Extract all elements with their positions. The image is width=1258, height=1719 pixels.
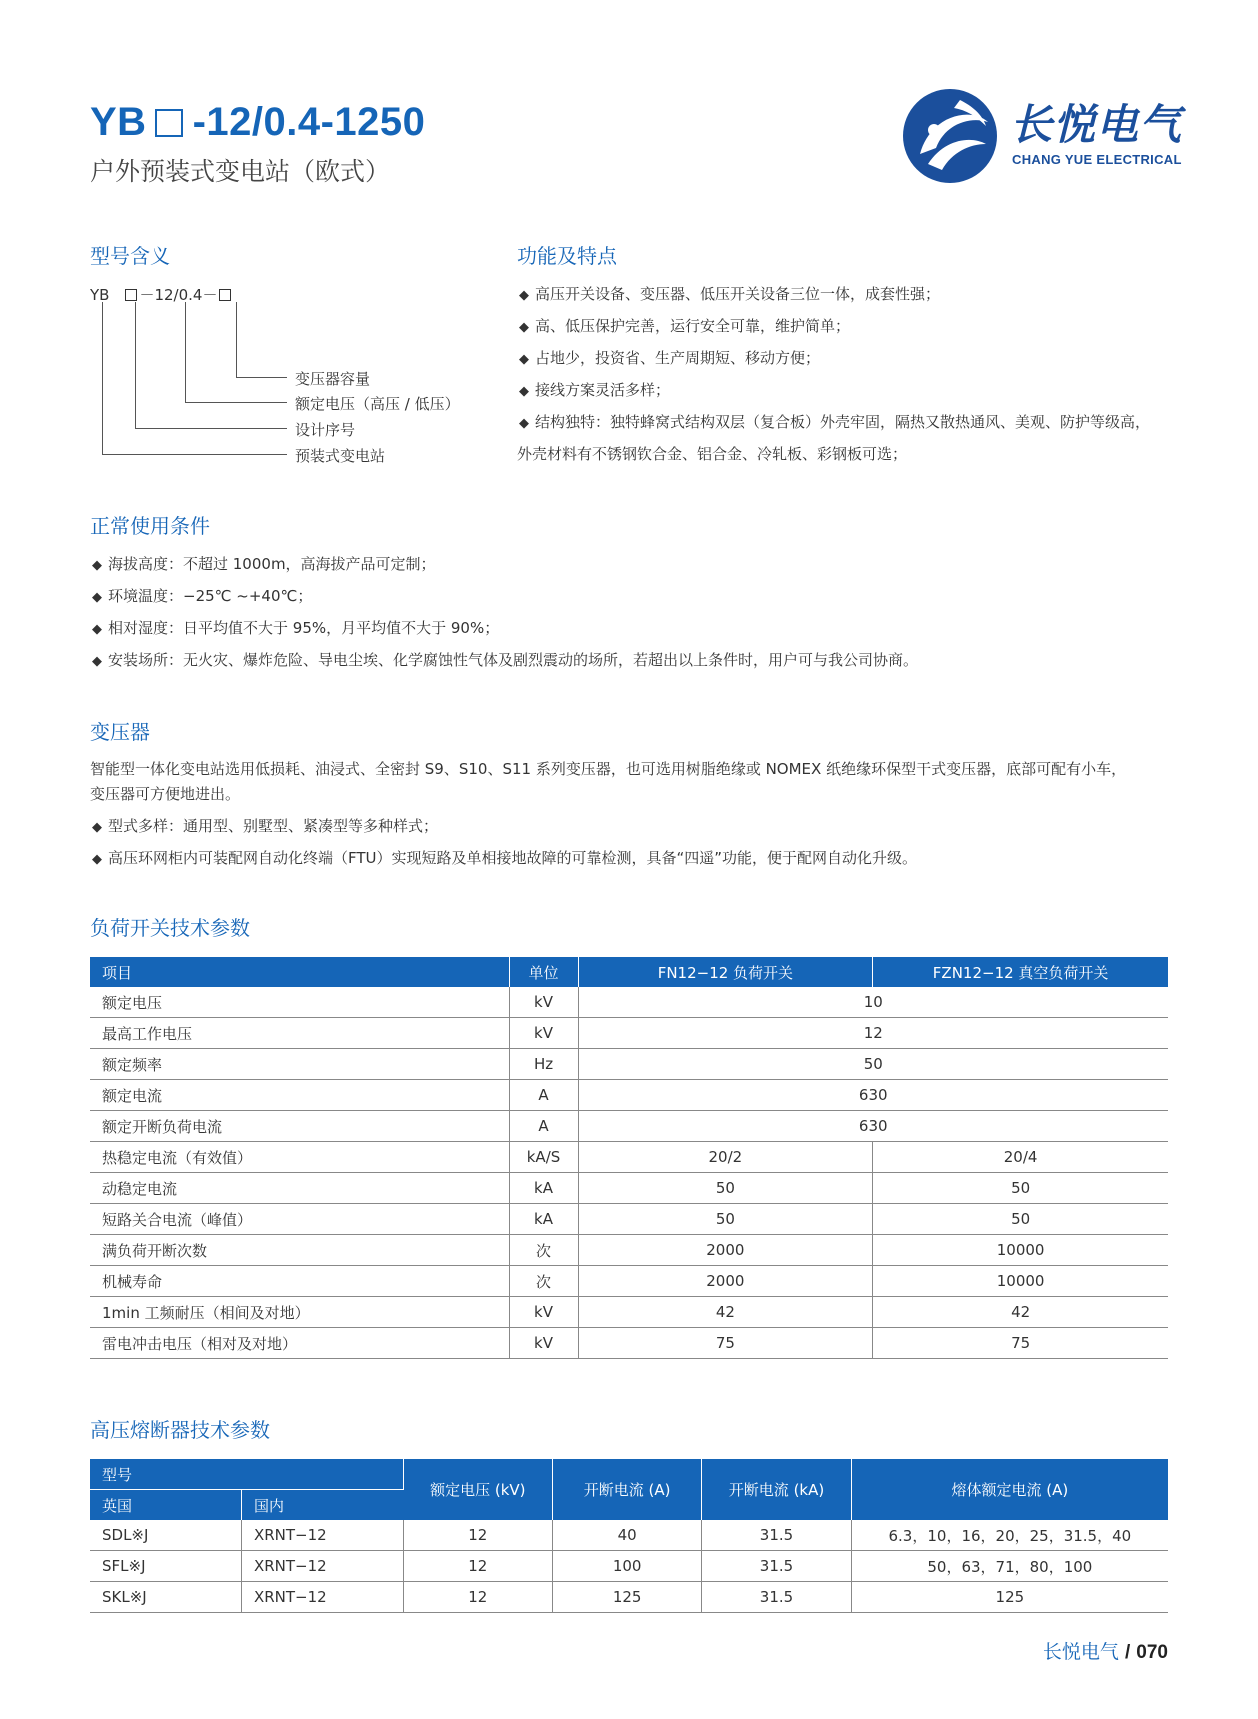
param-value: 630	[578, 1080, 1168, 1111]
eagle-swirl-logo-icon	[900, 86, 1000, 186]
uk-model: SDL※J	[90, 1520, 241, 1551]
table-row	[90, 1551, 1168, 1582]
label-capacity: 变压器容量	[295, 370, 371, 388]
label-voltage: 额定电压（高压 / 低压）	[295, 395, 460, 413]
conditions-heading: 正常使用条件	[90, 514, 210, 538]
breaking-current-a: 40	[552, 1520, 701, 1551]
feature-continuation: 外壳材料有不锈钢钦合金、铝合金、冷轧板、彩钢板可选；	[517, 445, 908, 463]
param-unit: kV	[509, 1018, 578, 1049]
param-unit: kA	[509, 1204, 578, 1235]
breaking-current-ka: 31.5	[702, 1520, 851, 1551]
table-row	[90, 1111, 1168, 1142]
param-value: 630	[578, 1111, 1168, 1142]
product-subtitle: 户外预装式变电站（欧式）	[90, 157, 391, 186]
label-prefab-substation: 预装式变电站	[295, 447, 386, 465]
table-row	[90, 1582, 1168, 1613]
table-row	[90, 1266, 1168, 1297]
param-name: 雷电冲击电压（相对及对地）	[90, 1328, 509, 1359]
transformer-item: ◆ 高压环网柜内可装配网自动化终端（FTU）实现短路及单相接地故障的可靠检测，具备“四遥”功能，便于配网自动化升级。	[92, 849, 918, 867]
param-name: 1min 工频耐压（相间及对地）	[90, 1297, 509, 1328]
code-design-box	[125, 289, 137, 301]
fzn12-value: 10000	[873, 1235, 1168, 1266]
table-row	[90, 1173, 1168, 1204]
diamond-bullet-icon: ◆	[92, 820, 102, 835]
param-value: 12	[578, 1018, 1168, 1049]
diamond-bullet-icon: ◆	[92, 558, 102, 573]
feature-item: ◆ 高压开关设备、变压器、低压开关设备三位一体，成套性强；	[519, 285, 941, 303]
table-row	[90, 1328, 1168, 1359]
param-value: 10	[578, 987, 1168, 1018]
table-row	[90, 1520, 1168, 1551]
header-breaking-current-ka: 开断电流 (kA)	[702, 1459, 851, 1520]
fn12-value: 20/2	[578, 1142, 873, 1173]
param-unit: A	[509, 1080, 578, 1111]
transformer-heading: 变压器	[90, 720, 150, 744]
fn12-value: 2000	[578, 1266, 873, 1297]
fn12-value: 75	[578, 1328, 873, 1359]
page-footer	[1043, 1637, 1168, 1664]
param-unit: kV	[509, 987, 578, 1018]
label-design-number: 设计序号	[295, 421, 356, 439]
breaking-current-ka: 31.5	[702, 1551, 851, 1582]
fzn12-value: 20/4	[873, 1142, 1168, 1173]
table-row	[90, 1297, 1168, 1328]
diamond-bullet-icon: ◆	[519, 288, 529, 303]
fuse-table	[90, 1459, 1168, 1613]
param-unit: kA/S	[509, 1142, 578, 1173]
model-prefix: YB	[90, 100, 147, 144]
param-unit: kV	[509, 1297, 578, 1328]
breaking-current-a: 125	[552, 1582, 701, 1613]
breaking-current-a: 100	[552, 1551, 701, 1582]
fzn12-value: 75	[873, 1328, 1168, 1359]
header-uk: 英国	[90, 1490, 241, 1521]
fzn12-value: 42	[873, 1297, 1168, 1328]
condition-item: ◆ 海拔高度：不超过 1000m，高海拔产品可定制；	[92, 555, 436, 573]
fzn12-value: 50	[873, 1204, 1168, 1235]
load-switch-heading: 负荷开关技术参数	[90, 916, 250, 940]
diamond-bullet-icon: ◆	[92, 852, 102, 867]
logo-chinese-name: 长悦电气	[1010, 100, 1183, 149]
fzn12-value: 10000	[873, 1266, 1168, 1297]
fuse-rated-current: 6.3，10，16，20，25，31.5，40	[851, 1520, 1168, 1551]
code-voltage: －12/0.4－	[139, 286, 218, 304]
param-name: 机械寿命	[90, 1266, 509, 1297]
diamond-bullet-icon: ◆	[92, 590, 102, 605]
param-name: 额定频率	[90, 1049, 509, 1080]
table-row	[90, 1142, 1168, 1173]
model-placeholder-box	[155, 109, 183, 137]
fuse-heading: 高压熔断器技术参数	[90, 1418, 270, 1442]
param-name: 动稳定电流	[90, 1173, 509, 1204]
table-row	[90, 1080, 1168, 1111]
uk-model: SFL※J	[90, 1551, 241, 1582]
param-value: 50	[578, 1049, 1168, 1080]
table-row	[90, 1204, 1168, 1235]
param-name: 额定电流	[90, 1080, 509, 1111]
company-logo	[900, 86, 1183, 186]
param-unit: 次	[509, 1235, 578, 1266]
param-unit: kV	[509, 1328, 578, 1359]
fuse-rated-current: 125	[851, 1582, 1168, 1613]
model-meaning-heading: 型号含义	[90, 244, 170, 268]
load-switch-table	[90, 957, 1168, 1359]
condition-item: ◆ 安装场所：无火灾、爆炸危险、导电尘埃、化学腐蚀性气体及剧烈震动的场所，若超出以上条件时，用户可与我公司协商。	[92, 651, 919, 669]
domestic-model: XRNT−12	[241, 1520, 403, 1551]
param-name: 额定电压	[90, 987, 509, 1018]
fzn12-value: 50	[873, 1173, 1168, 1204]
table-row	[90, 1049, 1168, 1080]
param-name: 额定开断负荷电流	[90, 1111, 509, 1142]
transformer-paragraph-line2: 变压器可方便地进出。	[90, 785, 241, 803]
feature-item: ◆ 占地少，投资省、生产周期短、移动方便；	[519, 349, 821, 367]
diamond-bullet-icon: ◆	[92, 654, 102, 669]
feature-item: ◆ 结构独特：独特蜂窝式结构双层（复合板）外壳牢固，隔热又散热通风、美观、防护等级高，	[519, 413, 1151, 431]
footer-brand: 长悦电气	[1042, 1641, 1119, 1663]
breaking-current-ka: 31.5	[702, 1582, 851, 1613]
header-breaking-current-a: 开断电流 (A)	[552, 1459, 701, 1520]
features-heading: 功能及特点	[517, 244, 617, 268]
table-row	[90, 1235, 1168, 1266]
fn12-value: 50	[578, 1173, 873, 1204]
header-fn12: FN12−12 负荷开关	[578, 957, 873, 987]
condition-item: ◆ 环境温度：−25℃ ~+40℃；	[92, 587, 313, 605]
param-unit: A	[509, 1111, 578, 1142]
header-item: 项目	[90, 957, 509, 987]
rated-voltage: 12	[403, 1520, 552, 1551]
code-yb: YB	[90, 286, 110, 304]
param-name: 最高工作电压	[90, 1018, 509, 1049]
product-model-title	[90, 100, 425, 145]
diamond-bullet-icon: ◆	[519, 320, 529, 335]
fn12-value: 2000	[578, 1235, 873, 1266]
diamond-bullet-icon: ◆	[92, 622, 102, 637]
header-fuse-rated-current: 熔体额定电流 (A)	[851, 1459, 1168, 1520]
model-suffix: -12/0.4-1250	[192, 100, 426, 144]
transformer-paragraph-line1: 智能型一体化变电站选用低损耗、油浸式、全密封 S9、S10、S11 系列变压器，也可选用树脂绝缘或 NOMEX 纸绝缘环保型干式变压器，底部可配有小车，	[90, 760, 1127, 778]
uk-model: SKL※J	[90, 1582, 241, 1613]
page-number: 070	[1136, 1642, 1168, 1663]
fuse-rated-current: 50，63，71，80，100	[851, 1551, 1168, 1582]
feature-item: ◆ 接线方案灵活多样；	[519, 381, 671, 399]
logo-english-name: CHANG YUE ELECTRICAL	[1012, 152, 1182, 167]
header-rated-voltage: 额定电压 (kV)	[403, 1459, 552, 1520]
table-row	[90, 1018, 1168, 1049]
fn12-value: 50	[578, 1204, 873, 1235]
param-name: 热稳定电流（有效值）	[90, 1142, 509, 1173]
header-domestic: 国内	[241, 1490, 403, 1521]
table-row	[90, 987, 1168, 1018]
transformer-item: ◆ 型式多样：通用型、别墅型、紧凑型等多种样式；	[92, 817, 439, 835]
domestic-model: XRNT−12	[241, 1582, 403, 1613]
diamond-bullet-icon: ◆	[519, 352, 529, 367]
table-header-row	[90, 1459, 1168, 1490]
table-header-row	[90, 957, 1168, 987]
diamond-bullet-icon: ◆	[519, 384, 529, 399]
param-unit: 次	[509, 1266, 578, 1297]
feature-item: ◆ 高、低压保护完善，运行安全可靠，维护简单；	[519, 317, 851, 335]
footer-separator: /	[1124, 1642, 1131, 1663]
param-unit: Hz	[509, 1049, 578, 1080]
rated-voltage: 12	[403, 1551, 552, 1582]
param-unit: kA	[509, 1173, 578, 1204]
header-fzn12: FZN12−12 真空负荷开关	[873, 957, 1168, 987]
bracket-line-substation	[102, 302, 287, 455]
rated-voltage: 12	[403, 1582, 552, 1613]
code-capacity-box	[219, 289, 231, 301]
header-unit: 单位	[509, 957, 578, 987]
header-model: 型号	[90, 1459, 403, 1490]
condition-item: ◆ 相对湿度：日平均值不大于 95%，月平均值不大于 90%；	[92, 619, 500, 637]
fn12-value: 42	[578, 1297, 873, 1328]
param-name: 短路关合电流（峰值）	[90, 1204, 509, 1235]
diamond-bullet-icon: ◆	[519, 416, 529, 431]
param-name: 满负荷开断次数	[90, 1235, 509, 1266]
domestic-model: XRNT−12	[241, 1551, 403, 1582]
